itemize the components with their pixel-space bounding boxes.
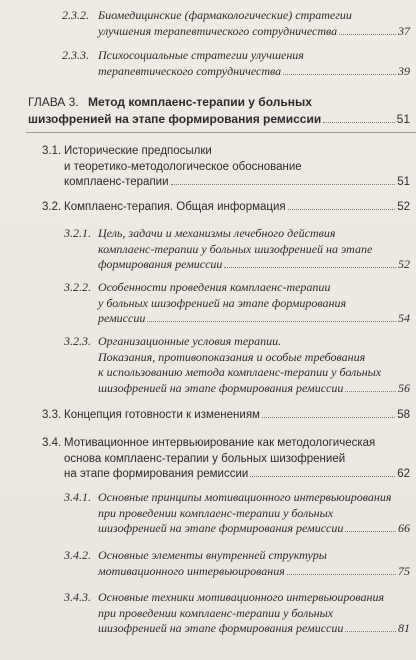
entry-line: Концепция готовности к изменениям (64, 409, 260, 421)
page-number: 52 (398, 257, 410, 271)
entry-line: Основные техники мотивационного интервьюирования (98, 590, 385, 604)
toc-entry-3-2-3 (64, 334, 410, 396)
chapter-title-line: Метод комплаенс-терапии у больных (88, 95, 312, 109)
entry-number: 3.4.2. (64, 548, 91, 562)
entry-number: 3.4.1. (64, 490, 91, 504)
entry-number: 2.3.3. (62, 48, 89, 62)
entry-number: 2.3.2. (62, 8, 89, 22)
entry-line: при проведении комплаенс-терапии у больных (98, 505, 334, 520)
entry-number: 3.2.1. (64, 226, 91, 240)
page-number: 51 (396, 112, 410, 126)
entry-line: шизофренией на этапе формирования ремиссии (98, 521, 344, 535)
entry-number: 3.2.2. (64, 280, 91, 294)
page-number: 54 (398, 311, 410, 325)
entry-line: комплаенс-терапии у больных шизофренией на этапе (98, 241, 373, 256)
page-number: 62 (397, 468, 410, 480)
toc-entry-3-4-1 (64, 490, 410, 537)
chapter-label: ГЛАВА 3. (28, 95, 79, 109)
entry-line: Организационные условия терапии. (98, 334, 282, 348)
chapter-title-line: шизофренией на этапе формирования ремиссии (28, 112, 322, 126)
toc-entry-3-4-2 (64, 548, 410, 579)
entry-number: 3.3. (42, 409, 62, 421)
toc-entry-3-1 (42, 144, 410, 191)
entry-line: к использованию метода комплаенс-терапии у больных (98, 365, 382, 379)
entry-line: улучшения терапевтического сотрудничества (98, 23, 338, 38)
entry-line: и теоретико-методологическое обоснование (64, 160, 302, 173)
entry-line: ремиссии (98, 311, 146, 325)
entry-line: Основные принципы мотивационного интервьюирования (98, 490, 392, 504)
toc-entry-3-2 (42, 200, 410, 216)
entry-number: 3.4.3. (64, 590, 91, 604)
entry-line: шизофренией на этапе формирования ремиссии (98, 621, 344, 635)
page-number: 66 (398, 521, 410, 535)
entry-line: при проведении комплаенс-терапии у больных (98, 605, 334, 620)
page-number: 58 (397, 409, 410, 421)
page-number: 37 (398, 23, 410, 38)
page-number: 52 (397, 201, 410, 213)
entry-number: 3.2. (42, 201, 62, 213)
entry-line: Исторические предпосылки (64, 145, 212, 157)
entry-line: основа комплаенс-терапии у больных шизофренией (64, 452, 346, 465)
entry-number: 3.1. (42, 145, 62, 157)
entry-line: терапевтического сотрудничества (98, 63, 282, 78)
entry-line: у больных шизофренией на этапе формирования (98, 295, 347, 310)
entry-number: 3.4. (42, 437, 62, 449)
entry-line: комплаенс-терапии (64, 176, 169, 188)
page-number: 39 (398, 63, 410, 78)
page-number: 51 (397, 176, 410, 188)
entry-line: Показания, противопоказания и особые требования (98, 349, 366, 364)
entry-line: мотивационного интервьюирования (98, 563, 285, 578)
toc-entry-3-2-1 (64, 226, 410, 273)
entry-line: Основные элементы внутренней структуры (98, 548, 327, 562)
entry-line: Психосоциальные стратегии улучшения (98, 48, 304, 62)
toc-entry-2-3-3 (62, 48, 410, 79)
toc-entry-2-3-2 (62, 8, 410, 39)
toc-chapter-3 (28, 94, 410, 128)
entry-number: 3.2.3. (64, 334, 91, 348)
page-number: 75 (398, 563, 410, 578)
toc-entry-3-4-3 (64, 590, 410, 637)
page-number: 56 (398, 380, 410, 395)
entry-line: Мотивационное интервьюирование как методологическая (64, 437, 376, 449)
entry-line: Цель, задачи и механизмы лечебного действия (98, 226, 336, 240)
entry-line: формирования ремиссии (98, 257, 223, 271)
toc-entry-3-2-2 (64, 280, 410, 327)
toc-entry-3-3 (42, 408, 410, 424)
entry-line: Биомедицинские (фармакологические) стратегии (98, 8, 352, 22)
chapter-divider (26, 132, 416, 133)
toc-entry-3-4 (42, 436, 410, 483)
entry-line: Комплаенс-терапия. Общая информация (64, 201, 286, 213)
entry-line: на этапе формирования ремиссии (64, 468, 249, 480)
page-number: 81 (398, 621, 410, 635)
entry-line: Особенности проведения комплаенс-терапии (98, 280, 331, 294)
entry-line: шизофренией на этапе формирования ремиссии (98, 380, 344, 395)
